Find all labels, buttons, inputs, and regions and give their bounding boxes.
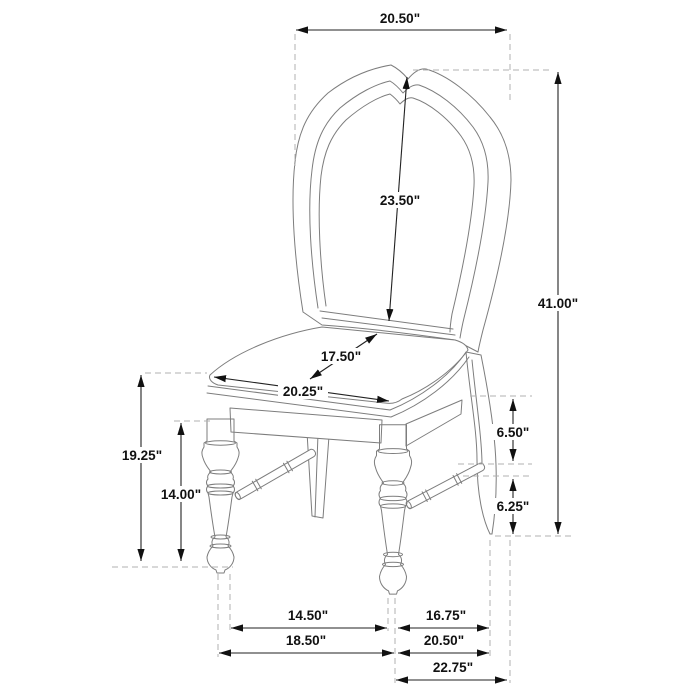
apron-side <box>406 400 462 446</box>
front-left-leg <box>202 419 239 573</box>
dim-overall-depth <box>396 660 507 680</box>
dim-side-leg-spacing-outer-label: 20.50" <box>423 633 465 648</box>
chair-back <box>293 65 511 352</box>
dim-side-leg-spacing-inner <box>398 608 489 628</box>
dim-side-leg-spacing-inner-label: 16.75" <box>425 608 467 623</box>
dim-overall-depth-label: 22.75" <box>432 660 474 675</box>
dim-seat-depth-label: 17.50" <box>320 349 362 364</box>
dim-apron-to-stretcher-label: 6.50" <box>496 425 530 440</box>
dim-apron-to-stretcher <box>458 396 535 464</box>
dim-seat-width-label: 20.25" <box>282 384 324 399</box>
dim-front-leg-spacing-outer-label: 18.50" <box>285 633 327 648</box>
seat-apron <box>230 400 462 446</box>
dim-stretcher-to-floor <box>463 476 535 534</box>
dim-seat-height-label: 19.25" <box>121 448 163 463</box>
chair-back-outline <box>293 65 511 352</box>
chair-drawing <box>202 65 511 594</box>
dim-front-leg-spacing-outer <box>219 633 394 653</box>
front-right-leg <box>374 425 411 594</box>
right-stretcher <box>404 461 486 511</box>
seat-cushion <box>207 327 469 417</box>
dim-leg-height-label: 14.00" <box>160 487 202 502</box>
dim-front-leg-spacing-inner <box>231 608 387 628</box>
dim-backrest-height-label: 23.50" <box>379 193 421 208</box>
dim-stretcher-to-floor-label: 6.25" <box>496 499 530 514</box>
dim-overall-height-label: 41.00" <box>537 296 579 311</box>
dim-front-leg-spacing-inner-label: 14.50" <box>287 608 329 623</box>
seat-top <box>209 327 468 403</box>
dim-side-leg-spacing-outer <box>398 633 489 653</box>
back-left-leg <box>307 432 329 518</box>
left-stretcher <box>233 447 317 502</box>
dim-top-width-label: 20.50" <box>379 11 421 26</box>
